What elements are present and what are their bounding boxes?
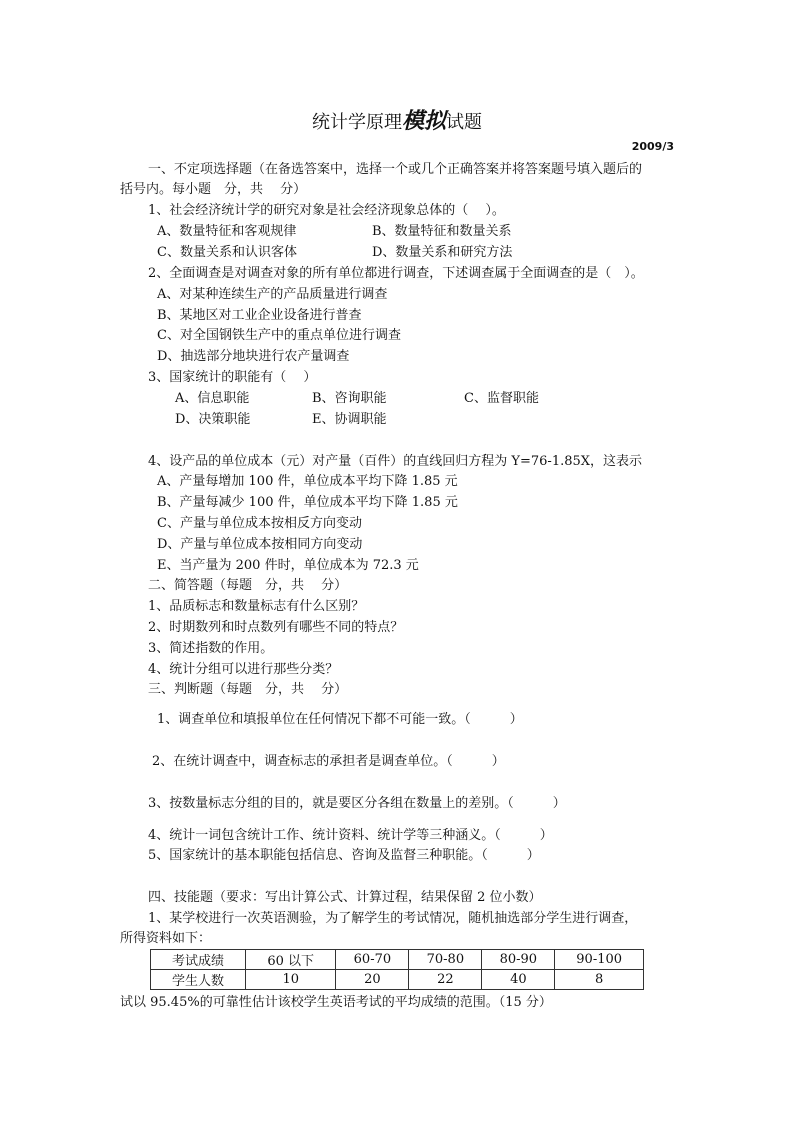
score-table (150, 949, 644, 990)
s1-q3-option-d: D、决策职能 (175, 412, 251, 427)
s3-question-3: 3、按数量标志分组的目的，就是要区分各组在数量上的差别。（ ） (148, 796, 566, 811)
table-cell: 考试成绩 (151, 950, 246, 970)
s4-question-1: 1、某学校进行一次英语测验，为了解学生的考试情况，随机抽选部分学生进行调查， (148, 911, 638, 926)
section2-header: 二、简答题（每题 分，共 分） (148, 578, 348, 593)
s1-q1-option-b: B、数量特征和数量关系 (372, 224, 512, 239)
s1-q2-option-c: C、对全国钢铁生产中的重点单位进行调查 (157, 328, 401, 343)
s1-q4-option-a: A、产量每增加 100 件，单位成本平均下降 1.85 元 (157, 474, 458, 489)
s1-q4-option-e: E、当产量为 200 件时，单位成本为 72.3 元 (157, 558, 419, 573)
s1-q1-option-c: C、数量关系和认识客体 (157, 245, 297, 260)
s1-q4-option-d: D、产量与单位成本按相同方向变动 (157, 537, 363, 552)
s1-q3-option-c: C、监督职能 (464, 391, 539, 406)
s1-q3-option-a: A、信息职能 (175, 391, 250, 406)
exam-date: 2009/3 (631, 140, 674, 153)
table-cell: 学生人数 (151, 970, 246, 990)
s1-q1-option-a: A、数量特征和客观规律 (157, 224, 297, 239)
table-cell: 8 (555, 970, 644, 990)
table-cell: 80-90 (482, 950, 555, 970)
s4-question-1-cont: 所得资料如下： (120, 931, 212, 946)
s4-question-1-final: 试以 95.45%的可靠性估计该校学生英语考试的平均成绩的范围。（15 分） (120, 995, 552, 1010)
s3-question-1: 1、调查单位和填报单位在任何情况下都不可能一致。（ ） (157, 712, 523, 727)
title-suffix: 试题 (446, 112, 482, 133)
s1-q1-option-d: D、数量关系和研究方法 (372, 245, 513, 260)
s1-question-2: 2、全面调查是对调查对象的所有单位都进行调查，下述调查属于全面调查的是（ ）。 (148, 266, 644, 281)
section1-header-cont: 括号内。每小题 分，共 分） (120, 182, 307, 197)
section3-header: 三、判断题（每题 分，共 分） (148, 682, 348, 697)
s1-q4-option-c: C、产量与单位成本按相反方向变动 (157, 516, 362, 531)
table-cell: 90-100 (555, 950, 644, 970)
title-emphasis: 模拟 (401, 108, 446, 134)
table-cell: 70-80 (409, 950, 482, 970)
page-title (0, 106, 794, 138)
section4-header: 四、技能题（要求：写出计算公式、计算过程，结果保留 2 位小数） (148, 890, 542, 905)
s1-q4-option-b: B、产量每减少 100 件，单位成本平均下降 1.85 元 (157, 495, 458, 510)
table-cell: 10 (246, 970, 336, 990)
s1-q3-option-b: B、咨询职能 (312, 391, 387, 406)
s2-question-3: 3、简述指数的作用。 (148, 641, 274, 656)
s1-q2-option-a: A、对某种连续生产的产品质量进行调查 (157, 287, 388, 302)
s1-q2-option-d: D、抽选部分地块进行农产量调查 (157, 349, 350, 364)
table-cell: 20 (336, 970, 409, 990)
s1-q3-option-e: E、协调职能 (312, 412, 387, 427)
table-cell: 60 以下 (246, 950, 336, 970)
s1-question-1: 1、社会经济统计学的研究对象是社会经济现象总体的（ ）。 (148, 203, 505, 218)
s3-question-4: 4、统计一词包含统计工作、统计资料、统计学等三种涵义。（ ） (148, 828, 553, 843)
s2-question-4: 4、统计分组可以进行那些分类？ (148, 662, 339, 677)
s2-question-2: 2、时期数列和时点数列有哪些不同的特点？ (148, 620, 404, 635)
s1-question-4: 4、设产品的单位成本（元）对产量（百件）的直线回归方程为 Y=76-1.85X，这表示 (148, 454, 643, 469)
s3-question-2: 2、在统计调查中，调查标志的承担者是调查单位。（ ） (152, 754, 505, 769)
table-cell: 60-70 (336, 950, 409, 970)
table-row (151, 970, 644, 990)
table-cell: 22 (409, 970, 482, 990)
s3-question-5: 5、国家统计的基本职能包括信息、咨询及监督三种职能。（ ） (148, 848, 540, 863)
title-prefix: 统计学原理 (311, 112, 402, 133)
s1-question-3: 3、国家统计的职能有（ ） (148, 370, 317, 385)
s2-question-1: 1、品质标志和数量标志有什么区别？ (148, 599, 365, 614)
table-cell: 40 (482, 970, 555, 990)
section1-header: 一、不定项选择题（在备选答案中，选择一个或几个正确答案并将答案题号填入题后的 (148, 162, 643, 177)
s1-q2-option-b: B、某地区对工业企业设备进行普查 (157, 308, 362, 323)
table-header-row (151, 950, 644, 970)
